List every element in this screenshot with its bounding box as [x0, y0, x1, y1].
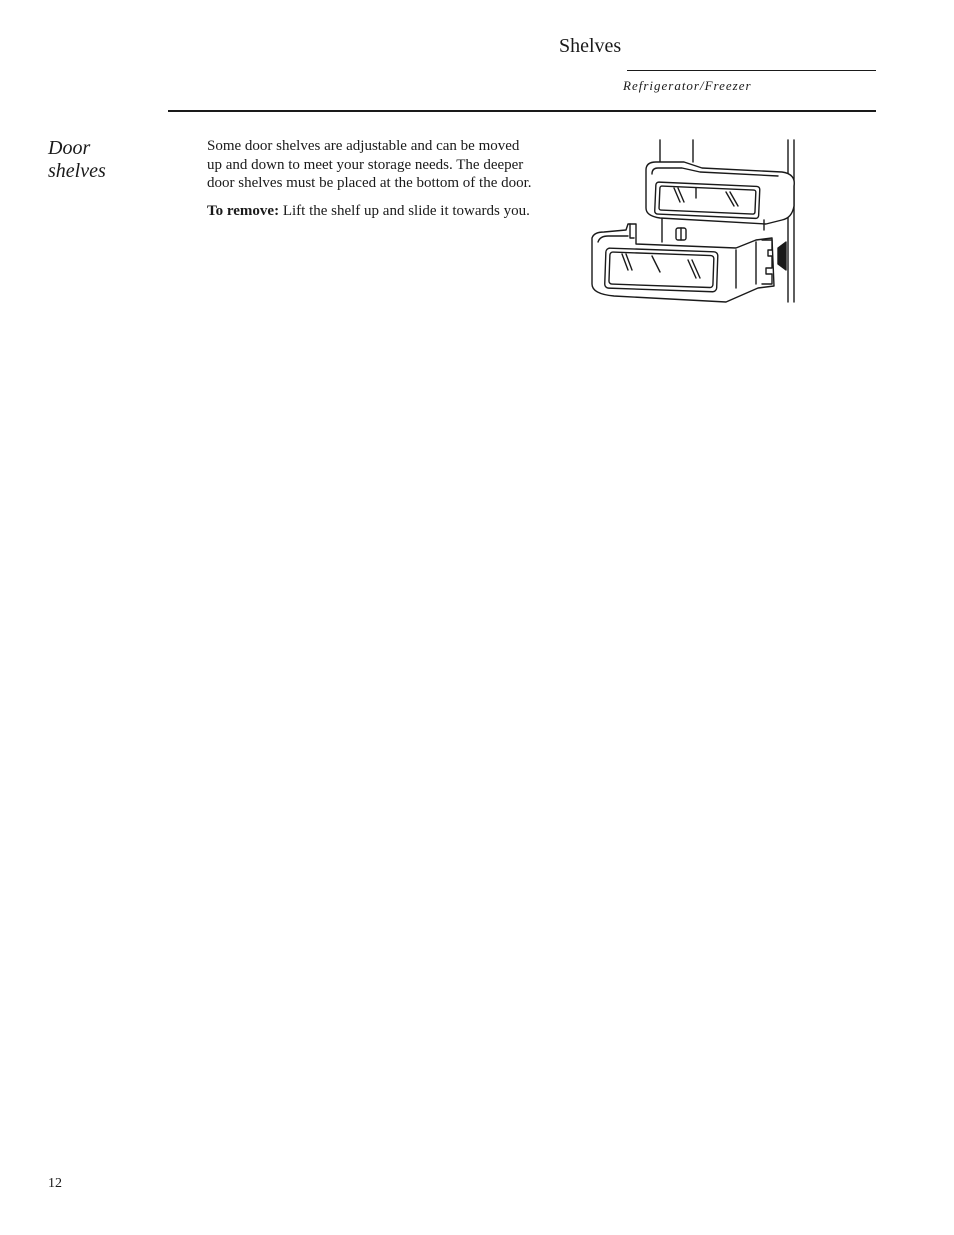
header-rule-long [168, 110, 876, 112]
side-bracket [762, 240, 772, 284]
page-number: 12 [48, 1176, 62, 1191]
section-heading-line2: shelves [48, 160, 106, 182]
remove-text: Lift the shelf up and slide it towards you. [279, 202, 530, 219]
description-paragraph: Some door shelves are adjustable and can be moved up and down to meet your storage needs. The deeper door shelves must be placed at the bottom of the door. [207, 138, 532, 191]
section-heading [48, 137, 158, 183]
remove-instruction [207, 202, 537, 221]
upper-door-shelf [646, 162, 794, 230]
header-rule-short [627, 70, 876, 71]
remove-label: To remove: [207, 202, 280, 219]
page-subtitle: Refrigerator/Freezer [623, 78, 752, 93]
slide-arrow-icon [778, 242, 786, 270]
shelf-hook [676, 228, 686, 240]
section-heading-line1: Door [48, 137, 91, 159]
section-body [207, 137, 537, 229]
page-title: Shelves [559, 35, 622, 57]
door-shelves-illustration [586, 138, 800, 304]
